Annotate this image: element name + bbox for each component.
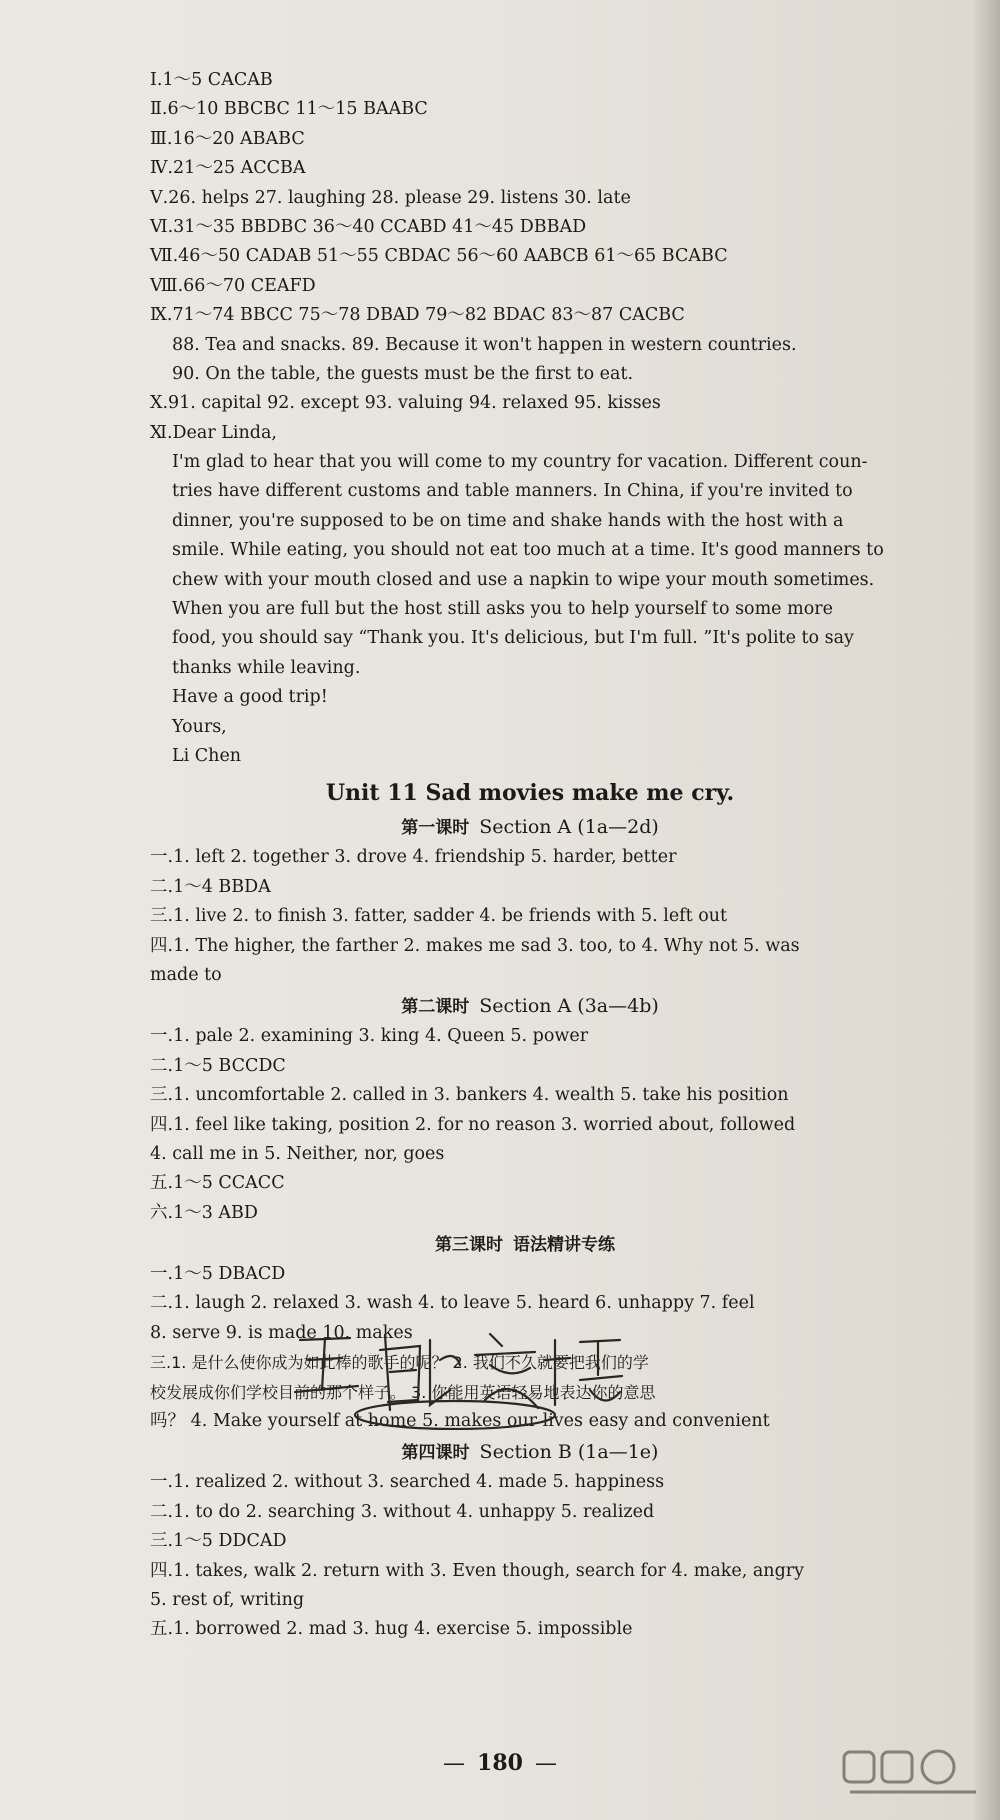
section-title-en: Section B (1a—1e) [479,1441,659,1464]
section4-answers [150,1468,910,1644]
answer-line: 一.1. left 2. together 3. drove 4. friendship 5. harder, better [150,847,677,868]
section-title [150,1436,910,1468]
answer-line: Ⅴ.26. helps 27. laughing 28. please 29. listens 30. late [150,187,631,208]
answer-line: Ⅳ.21～25 ACCBA [150,158,306,179]
section-title-zh: 第二课时 [401,997,470,1018]
answer-line: Ⅵ.31～35 BBDBC 36～40 CCABD 41～45 DBBAD [150,216,587,237]
answers-top-block [150,66,910,448]
answer-line: 4. call me in 5. Neither, nor, goes [150,1143,445,1164]
section-title [150,811,910,843]
unit-title: Unit 11 Sad movies make me cry. [325,780,735,807]
letter-line: thanks while leaving. [172,657,361,678]
page-edge-shadow [972,0,1000,1820]
page-number-dash: — [534,1751,557,1776]
section-title-en: Section A (1a—2d) [479,816,659,839]
page-number-value: 180 [477,1750,523,1776]
watermark-logo [838,1746,988,1806]
letter-line: Have a good trip! [172,687,328,708]
answer-line: Ⅲ.16～20 ABABC [150,128,305,149]
sample-letter [150,448,910,771]
answer-line: 一.1. pale 2. examining 3. king 4. Queen 5. power [150,1026,589,1047]
answer-line: made to [150,964,222,985]
answer-line: 8. serve 9. is made 10. makes [150,1322,413,1343]
section3-answers [150,1260,910,1436]
answer-line: 四.1. The higher, the farther 2. makes me sad 3. too, to 4. Why not 5. was [150,935,800,956]
letter-line: smile. While eating, you should not eat too much at a time. It's good manners to [172,540,884,561]
answer-line: 三.1. 是什么使你成为如此棒的歌手的呢？ 2. 我们不久就要把我们的学 [150,1353,649,1373]
answer-content [150,66,910,1645]
section-title-en: Section A (3a—4b) [479,995,659,1018]
answer-line: 四.1. takes, walk 2. return with 3. Even though, search for 4. make, angry [150,1560,805,1581]
section-title-zh: 第一课时 [401,818,470,839]
section-title [150,1228,910,1260]
section1-answers [150,843,910,990]
answer-line: 三.1. uncomfortable 2. called in 3. bankers 4. wealth 5. take his position [150,1085,789,1106]
page-number-dash: — [443,1751,466,1776]
answer-line: 校发展成你们学校目前的那个样子。 3. 你能用英语轻易地表达你的意思 [150,1382,656,1402]
letter-line: food, you should say “Thank you. It's delicious, but I'm full. ”It's polite to say [172,628,854,649]
answer-line: 一.1. realized 2. without 3. searched 4. made 5. happiness [150,1472,665,1493]
answer-line: 90. On the table, the guests must be the first to eat. [172,363,634,384]
answer-line: Ⅷ.66～70 CEAFD [150,275,316,296]
answer-line: Ⅸ.71～74 BBCC 75～78 DBAD 79～82 BDAC 83～87 CACBC [150,305,685,326]
section-title-zh: 第三课时 [435,1235,503,1256]
answer-line: 六.1～3 ABD [150,1202,258,1223]
answer-line: Ⅶ.46～50 CADAB 51～55 CBDAC 56～60 AABCB 61～65 BCABC [150,246,728,267]
section-title-zh-rest: 语法精讲专练 [513,1235,615,1256]
letter-salutation: Ⅺ.Dear Linda, [150,422,277,443]
answer-line: Ⅹ.91. capital 92. except 93. valuing 94. relaxed 95. kisses [150,393,661,414]
letter-line: chew with your mouth closed and use a napkin to wipe your mouth sometimes. [172,569,875,590]
answer-line: Ⅰ.1～5 CACAB [150,70,273,90]
answer-line: 三.1～5 DDCAD [150,1531,287,1552]
answer-line: Ⅱ.6～10 BBCBC 11～15 BAABC [150,99,428,120]
answer-line: 五.1. borrowed 2. mad 3. hug 4. exercise 5. impossible [150,1619,633,1640]
letter-signature: Li Chen [172,745,242,766]
section-title [150,990,910,1022]
answer-line: 二.1. laugh 2. relaxed 3. wash 4. to leave 5. heard 6. unhappy 7. feel [150,1293,755,1314]
letter-line: When you are full but the host still asks you to help yourself to some more [172,599,833,620]
answer-line: 5. rest of, writing [150,1589,305,1610]
answer-line: 二.1～4 BBDA [150,876,271,897]
section-title-zh: 第四课时 [401,1443,470,1464]
letter-line: Yours, [172,716,227,737]
letter-line: tries have different customs and table manners. In China, if you're invited to [172,481,853,502]
answer-line: 二.1～5 BCCDC [150,1055,286,1076]
answer-line: 二.1. to do 2. searching 3. without 4. unhappy 5. realized [150,1501,655,1522]
answer-line: 一.1～5 DBACD [150,1264,286,1285]
section2-answers [150,1022,910,1228]
answer-line: 88. Tea and snacks. 89. Because it won't happen in western countries. [172,334,797,355]
answer-line: 四.1. feel like taking, position 2. for no reason 3. worried about, followed [150,1114,796,1135]
answer-line: 吗？ 4. Make yourself at home 5. makes our lives easy and convenient [150,1411,770,1432]
answer-line: 三.1. live 2. to finish 3. fatter, sadder 4. be friends with 5. left out [150,906,728,927]
letter-line: dinner, you're supposed to be on time and shake hands with the host with a [172,510,844,531]
answer-line: 五.1～5 CCACC [150,1173,285,1194]
letter-line: I'm glad to hear that you will come to my country for vacation. Different coun- [172,452,868,473]
